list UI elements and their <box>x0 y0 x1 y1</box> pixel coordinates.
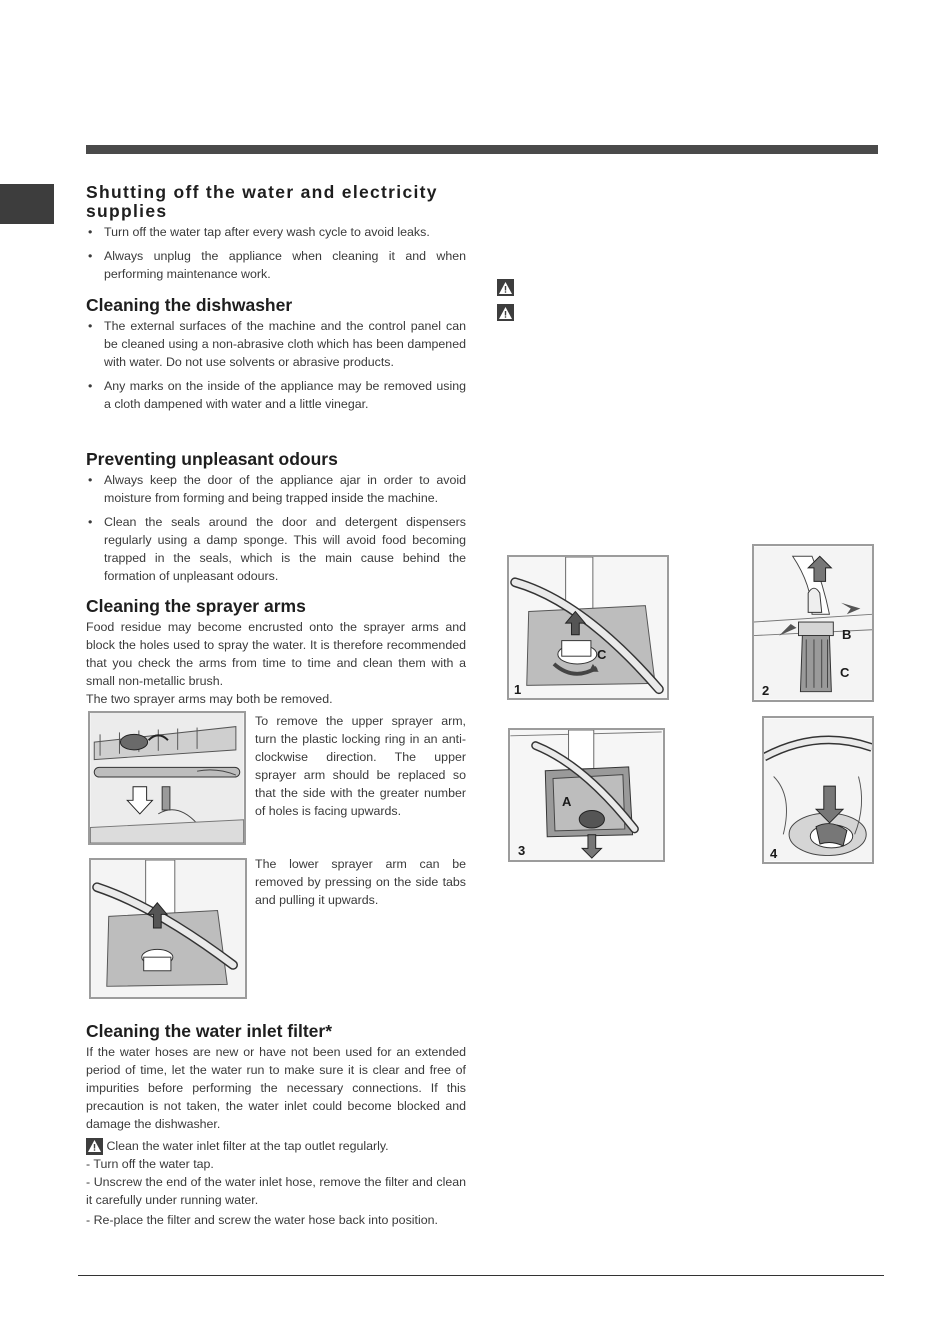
list-item: • Any marks on the inside of the appliance may be removed using a cloth dampened with water and a little vinegar. <box>88 379 466 411</box>
section-title-inlet: Cleaning the water inlet filter* <box>86 1021 333 1041</box>
figure-1-label-c: C <box>597 647 607 662</box>
section-title-odours: Preventing unpleasant odours <box>86 449 338 469</box>
list-item: • The external surfaces of the machine and the control panel can be cleaned using a non-abrasive cloth which has been dampened with water. Do not use solvents or abrasive products. <box>88 319 466 369</box>
inlet-step: - Turn off the water tap. <box>86 1157 214 1171</box>
header-rule <box>86 145 878 154</box>
filter-step-2-illustration <box>754 546 872 700</box>
figure-2-label-b: B <box>842 627 852 642</box>
figure-4-number: 4 <box>770 846 778 861</box>
figure-3-number: 3 <box>518 843 526 858</box>
filter-figure-3 <box>508 728 665 862</box>
lower-sprayer-text: The lower sprayer arm can be removed by pressing on the side tabs and pulling it upwards. <box>255 857 466 907</box>
figure-2-number: 2 <box>762 683 770 698</box>
filter-step-3-illustration <box>510 730 663 860</box>
list-item: • Always keep the door of the appliance ajar in order to avoid moisture from forming and being trapped inside the machine. <box>88 473 466 505</box>
filter-figure-1 <box>507 555 669 700</box>
lower-sprayer-figure <box>89 858 247 999</box>
upper-sprayer-text: To remove the upper sprayer arm, turn the plastic locking ring in an anti-clockwise direction. The upper sprayer arm should be replaced so that the side with the greater number of holes is facing upwards. <box>255 714 466 818</box>
list-item: • Always unplug the appliance when cleaning it and when performing maintenance work. <box>88 249 466 281</box>
inlet-intro: If the water hoses are new or have not been used for an extended period of time, let the water run to make sure it is clear and free of impurities before performing the necessary connections. If this precaution is not taken, the water inlet could become blocked and damage the dishwasher. <box>86 1045 466 1131</box>
section-cleaning-dishwasher <box>86 296 466 419</box>
filter-figure-4 <box>762 716 874 864</box>
lower-sprayer-text-block <box>255 855 466 909</box>
footer-rule <box>78 1275 884 1276</box>
inlet-warning-text: Clean the water inlet filter at the tap outlet regularly. <box>106 1139 389 1153</box>
lower-sprayer-illustration <box>91 860 245 997</box>
filter-step-4-illustration <box>764 718 872 862</box>
list-item: • Clean the seals around the door and detergent dispensers regularly using a damp sponge. This will avoid food becoming trapped in the seals, which is the main cause behind the formation of unpleasant odours. <box>88 515 466 583</box>
warning-triangle-icon <box>497 304 514 321</box>
figure-3-label-a: A <box>562 794 572 809</box>
section-odours <box>86 450 466 591</box>
figure-1-number: 1 <box>514 682 522 697</box>
cleaning-list <box>86 317 466 413</box>
filter-figure-2 <box>752 544 874 702</box>
language-tab-marker <box>0 184 54 224</box>
warning-triangle-icon <box>86 1138 103 1155</box>
inlet-step: - Unscrew the end of the water inlet hose, remove the filter and clean it carefully under running water. <box>86 1175 466 1207</box>
odours-list <box>86 471 466 585</box>
sprayer-intro: Food residue may become encrusted onto the sprayer arms and block the holes used to spray the water. It is therefore recommended that you check the arms from time to time and clean them with a small non-metallic brush. <box>86 620 466 688</box>
section-sprayer <box>86 597 466 708</box>
section-title-cleaning-dishwasher: Cleaning the dishwasher <box>86 295 293 315</box>
warning-triangle-icon <box>497 279 514 296</box>
filter-step-1-illustration <box>509 557 667 698</box>
list-item: • Turn off the water tap after every wash cycle to avoid leaks. <box>88 225 430 239</box>
shutoff-list <box>86 223 466 283</box>
sprayer-intro-2: The two sprayer arms may both be removed. <box>86 692 333 706</box>
inlet-warning <box>86 1137 466 1155</box>
upper-sprayer-illustration <box>90 713 244 843</box>
section-inlet <box>86 1022 466 1229</box>
inlet-step: - Re-place the filter and screw the water hose back into position. <box>86 1213 438 1227</box>
section-shutoff <box>86 183 466 289</box>
figure-2-label-c: C <box>840 665 850 680</box>
upper-sprayer-text-block <box>255 712 466 820</box>
upper-sprayer-figure <box>88 711 246 845</box>
section-title-sprayer: Cleaning the sprayer arms <box>86 596 306 616</box>
section-title-shutoff: Shutting off the water and electricity supplies <box>86 182 438 221</box>
